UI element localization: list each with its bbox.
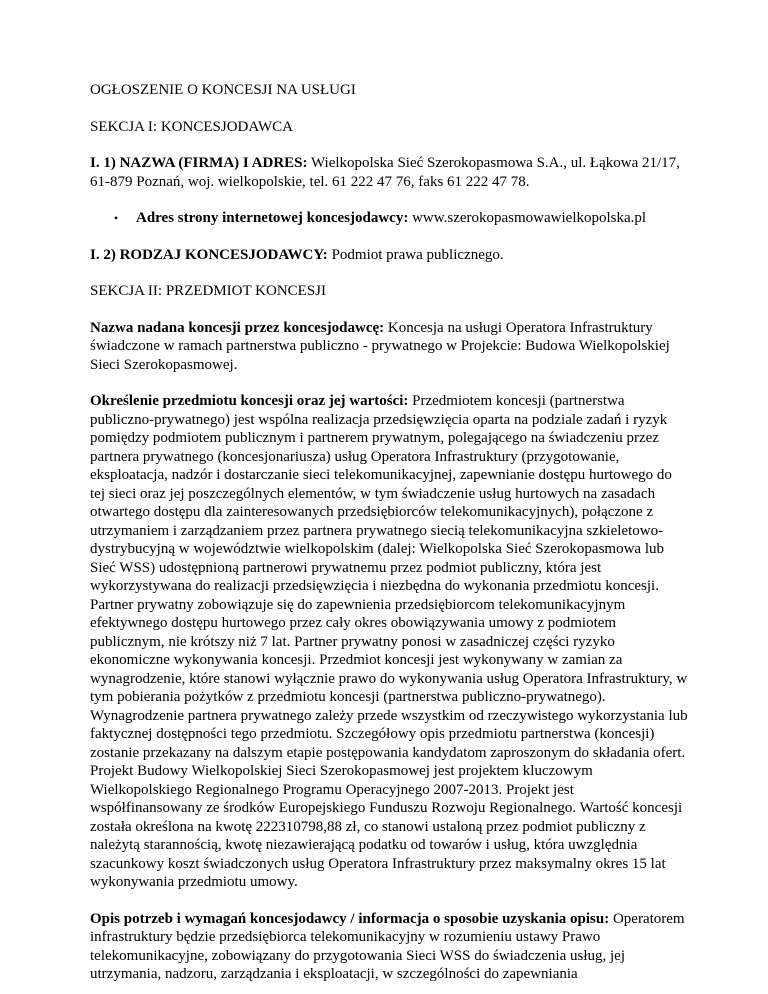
subject-paragraph [90, 392, 690, 892]
section-1-heading: SEKCJA I: KONCESJODAWCA [90, 118, 293, 135]
subject-text: Przedmiotem koncesji (partnerstwa publiczno-prywatnego) jest wspólna realizacja przedsięwzięcia oparta na podziale zadań i ryzyk pomiędzy podmiotem publicznym i partnerem prywatnym, polegającego na świadczeniu przez partnera prywatnego (koncesjonariusza) usług Operatora Infrastruktury (przygotowanie, eksploatacja, nadzór i dostarczanie sieci telekomunikacyjnej, zapewnianie dostępu hurtowego do tej sieci oraz jej poszczególnych elementów, w tym świadczenie usług hurtowych na zasadach otwartego dostępu dla zainteresowanych przedsiębiorców telekomunikacyjnych), połączone z utrzymaniem i zarządzaniem przez partnera prywatnego siecią telekomunikacyjna szkieletowo-dystrybucyjną w województwie wielkopolskim (dalej: Wielkopolska Sieć Szerokopasmowa lub Sieć WSS) udostępnioną partnerowi prywatnemu przez podmiot publiczny, która jest wykorzystywana do realizacji przedsięwzięcia i niezbędna do wykonania przedmiotu koncesji. Partner prywatny zobowiązuje się do zapewnienia przedsiębiorcom telekomunikacyjnym efektywnego dostępu hurtowego przez cały okres obowiązywania umowy z podmiotem publicznym, nie krótszy niż 7 lat. Partner prywatny ponosi w zasadniczej części ryzyko ekonomiczne wykonywania koncesji. Przedmiot koncesji jest wykonywany w zamian za wynagrodzenie, które stanowi wyłącznie prawo do wykonywania usług Operatora Infrastruktury, w tym pobierania pożytków z przedmiotu koncesji (partnerstwa publiczno-prywatnego). Wynagrodzenie partnera prywatnego zależy przede wszystkim od rzeczywistego wykorzystania lub faktycznej dostępności tego przedmiotu. Szczegółowy opis przedmiotu partnerstwa (koncesji) zostanie przekazany na dalszym etapie postępowania kandydatom zaproszonym do składania ofert. Projekt Budowy Wielkopolskiej Sieci Szerokopasmowej jest projektem kluczowym Wielkopolskiego Regionalnego Programu Operacyjnego 2007-2013. Projekt jest współfinansowany ze środków Europejskiego Funduszu Rozwoju Regionalnego. Wartość koncesji została określona na kwotę 222310798,88 zł, co stanowi ustaloną przez podmiot publiczny z należytą starannością, kwotę niezawierającą podatku od towarów i usług, która uwzględnia szacunkowy koszt świadczonych usług Operatora Infrastruktury przez maksymalny okres 15 lat wykonywania przedmiotu umowy. [90, 393, 688, 890]
type-text: Podmiot prawa publicznego. [327, 246, 504, 263]
requirements-label: Opis potrzeb i wymagań koncesjodawcy / informacja o sposobie uzyskania opisu: [90, 910, 610, 927]
name-address-label: I. 1) NAZWA (FIRMA) I ADRES: [90, 155, 308, 171]
concession-name-text: Koncesja na usługi Operatora Infrastruktury świadczone w ramach partnerstwa publiczno - prywatnego w Projekcie: Budowa Wielkopolskiej Sieci Szerokopasmowej. [90, 319, 670, 373]
document-title: OGŁOSZENIE O KONCESJI NA USŁUGI [90, 82, 356, 98]
website-url: www.szerokopasmowawielkopolska.pl [408, 210, 647, 226]
type-paragraph [90, 246, 690, 265]
name-address-text: Wielkopolska Sieć Szerokopasmowa S.A., ul. Łąkowa 21/17, 61-879 Poznań, woj. wielkopolskie, tel. 61 222 47 76, faks 61 222 47 78. [90, 155, 680, 190]
bullet-icon: • [114, 211, 119, 225]
website-paragraph [136, 209, 646, 228]
website-label: Adres strony internetowej koncesjodawcy: [136, 210, 409, 226]
requirements-text: Operatorem infrastruktury będzie przedsiębiorca telekomunikacyjny w rozumieniu ustawy Prawo telekomunikacyjne, zobowiązany do przygotowania Sieci WSS do świadczenia usług, jej utrzymania, nadzoru, zarządzania i eksploatacji, w szczególności do zapewniania [90, 910, 685, 982]
name-address-paragraph [90, 154, 690, 191]
subject-label: Określenie przedmiotu koncesji oraz jej wartości: [90, 393, 409, 409]
concession-name-label: Nazwa nadana koncesji przez koncesjodawcę: [90, 319, 385, 336]
type-label: I. 2) RODZAJ KONCESJODAWCY: [90, 246, 328, 263]
website-list-item [114, 209, 690, 228]
document-page [90, 81, 690, 984]
section-2-heading: SEKCJA II: PRZEDMIOT KONCESJI [90, 283, 326, 299]
concession-name-paragraph [90, 319, 690, 375]
requirements-paragraph [90, 910, 690, 984]
